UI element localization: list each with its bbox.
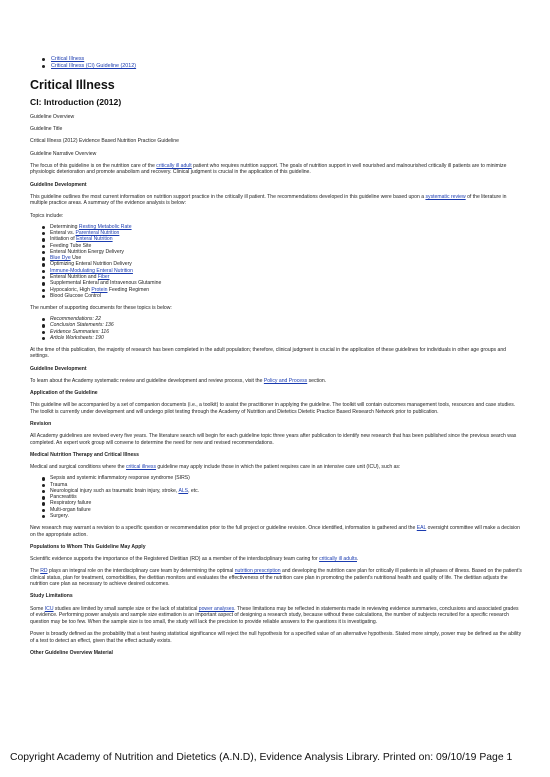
section-heading: Application of the Guideline	[30, 389, 98, 396]
list-item: Supplemental Enteral and Intravenous Glutamine	[42, 280, 522, 286]
revision-paragraph: All Academy guidelines are revised every five years. The literature search will begin for each guideline topic three years after publication to identify new research that has been published since the previous search was completed. An expert work group will convene to determine the need for new and revised recommendations.	[30, 433, 517, 446]
list-item: Pancreatitis	[42, 494, 522, 500]
page-subtitle: CI: Introduction (2012)	[30, 97, 122, 107]
narrative-paragraph: The focus of this guideline is on the nutrition care of the critically ill adult patient who requires nutrition support. The goals of nutrition support in well nourished and malnourished critically ill patients are to minimize physiologic deterioration and promote anabolism and recovery. Clinical judgment is crucial in the application of this guideline.	[30, 162, 507, 176]
overview-label: Guideline Overview	[30, 114, 75, 120]
new-research-paragraph: New research may warrant a revision to a specific question or recommendation prior to the full project or guideline revision. Once identified, information is gathered and the EAL oversight committee will make a decision on the appropriate action.	[30, 524, 520, 538]
list-item: Blood Glucose Control	[42, 293, 522, 299]
list-item: Blue Dye Use	[42, 255, 522, 261]
section-heading: Revision	[30, 420, 52, 427]
section-heading: Guideline Development	[30, 365, 87, 372]
breadcrumb	[30, 56, 522, 70]
list-item: Optimizing Enteral Nutrition Delivery	[42, 261, 522, 267]
list-item: Feeding Tube Site	[42, 243, 522, 249]
icu-link[interactable]: ICU	[44, 605, 54, 612]
section-heading: Medical Nutrition Therapy and Critical Illness	[30, 451, 139, 458]
list-item: Initiation of Enteral Nutrition	[42, 236, 522, 242]
list-item: Immune-Modulating Enteral Nutrition	[42, 268, 522, 274]
conditions-list	[30, 475, 522, 519]
process-paragraph: To learn about the Academy systematic review and guideline development and review process, visit the Policy and Process section.	[30, 377, 327, 384]
policy-process-link[interactable]: Policy and Process	[263, 377, 308, 384]
section-heading: Other Guideline Overview Material	[30, 649, 113, 656]
application-paragraph: This guideline will be accompanied by a set of companion documents (i.e., a toolkit) to assist the practitioner in applying the guideline. The toolkit will contain outcomes management tools, resources and case studies. The toolkit is currently under development and will undergo pilot testing through the Academy of Nutrition and Dietetics Dietetic Practice Based Research Network prior to publication.	[30, 402, 516, 415]
page-title: Critical Illness	[30, 78, 115, 92]
narrative-label: Guideline Narrative Overview	[30, 150, 97, 157]
list-item: Neurological injury such as traumatic brain injury, stroke, ALS, etc.	[42, 488, 522, 494]
list-item: Sepsis and systemic inflammatory response syndrome (SIRS)	[42, 475, 522, 481]
power-paragraph: Power is broadly defined as the probability that a test having statistical significance will reject the null hypothesis for a specified value of an alternative hypothesis. Stated more simply, power may be defined as the ability of a test to detect an effect, given that the effect actually exists.	[30, 631, 522, 644]
list-item: Multi-organ failure	[42, 507, 522, 513]
guideline-title-value: Critical Illness (2012) Evidence Based Nutrition Practice Guideline	[30, 138, 179, 145]
list-item: Article Worksheets: 190	[42, 335, 522, 341]
critically-ill-adults-link[interactable]: critically ill adults	[319, 555, 357, 562]
document-page	[30, 56, 522, 662]
guideline-title-label: Guideline Title	[30, 126, 63, 133]
critical-illness-link[interactable]: critical illness	[126, 464, 157, 471]
list-item: Enteral Nutrition Energy Delivery	[42, 249, 522, 255]
mnt-paragraph: Medical and surgical conditions where the critical illness guideline may apply include those in which the patient requires care in an intensive care unit (ICU), such as:	[30, 464, 401, 471]
limitations-paragraph: Some ICU studies are limited by small sample size or the lack of statistical power analyses. These limitations may be reflected in statements made in reviewing evidence summaries, conclusions and associated grades of evidence. Performing power analysis and sample size estimation is an important aspect of designing a research study, because without these calculations, the number of subjects recruited for a specific research question may be too few. When the sample size is too small, the study will lack the precision to provide reliable answers to the questions it is investigating.	[30, 605, 519, 625]
breadcrumb-item[interactable]: Critical Illness (CI) Guideline (2012)	[42, 63, 522, 70]
nutrition-prescription-link[interactable]: nutrition prescription	[234, 568, 281, 575]
page-footer: Copyright Academy of Nutrition and Dietetics (A.N.D), Evidence Analysis Library. Printed on: 09/10/19 Page 1	[10, 752, 513, 763]
topics-list	[30, 224, 522, 300]
section-heading: Guideline Development	[30, 181, 87, 188]
section-heading: Populations to Whom This Guideline May Apply	[30, 543, 146, 550]
list-item: Enteral Nutrition and Fiber	[42, 274, 522, 280]
systematic-review-link[interactable]: systematic review	[425, 193, 466, 200]
section-heading: Study Limitations	[30, 593, 73, 600]
breadcrumb-item[interactable]: Critical Illness	[42, 56, 522, 63]
list-item: Respiratory failure	[42, 500, 522, 506]
rd-link[interactable]: RD	[40, 568, 48, 575]
list-item: Trauma	[42, 482, 522, 488]
eal-link[interactable]: EAL	[416, 524, 427, 531]
list-item: Determining Resting Metabolic Rate	[42, 224, 522, 230]
rd-role-paragraph: The RD plays an integral role on the interdisciplinary care team by determining the optimal nutrition prescription and developing the nutrition care plan for critically ill patients in all phases of illness. Based on the patient's clinical status, plan for treatment, comorbidities, the dietitian monitors and evaluates the effectiveness of the nutrition care plan in promoting the patient's nutritional health and quality of life. The dietitian adjusts the nutrition care plan as necessary to achieve desired outcomes.	[30, 568, 522, 588]
power-analyses-link[interactable]: power analyses	[198, 605, 235, 612]
supporting-label: The number of supporting documents for these topics is below:	[30, 304, 172, 311]
list-item: Enteral vs. Parenteral Nutrition	[42, 230, 522, 236]
populations-paragraph: Scientific evidence supports the importance of the Registered Dietitian (RD) as a member of the interdisciplinary team caring for critically ill adults.	[30, 555, 359, 562]
list-item: Recommendations: 22	[42, 316, 522, 322]
supporting-list	[30, 316, 522, 341]
critically-ill-adult-link[interactable]: critically ill adult	[156, 162, 192, 169]
development-paragraph: This guideline outlines the most current information on nutrition support practice in the critically ill patient. The recommendations developed in this guideline were based upon a systematic review of the literature in multiple practice areas. A summary of the evidence analysis is below:	[30, 193, 507, 207]
list-item: Conclusion Statements: 136	[42, 322, 522, 328]
list-item: Surgery.	[42, 513, 522, 519]
topics-label: Topics include:	[30, 212, 64, 219]
list-item: Hypocaloric, High Protein Feeding Regimen	[42, 287, 522, 293]
publication-note: At the time of this publication, the majority of research has been completed in the adult population; therefore, clinical judgment is crucial in the application of these guidelines for individuals in other age groups and settings.	[30, 346, 506, 360]
list-item: Evidence Summaries: 116	[42, 329, 522, 335]
